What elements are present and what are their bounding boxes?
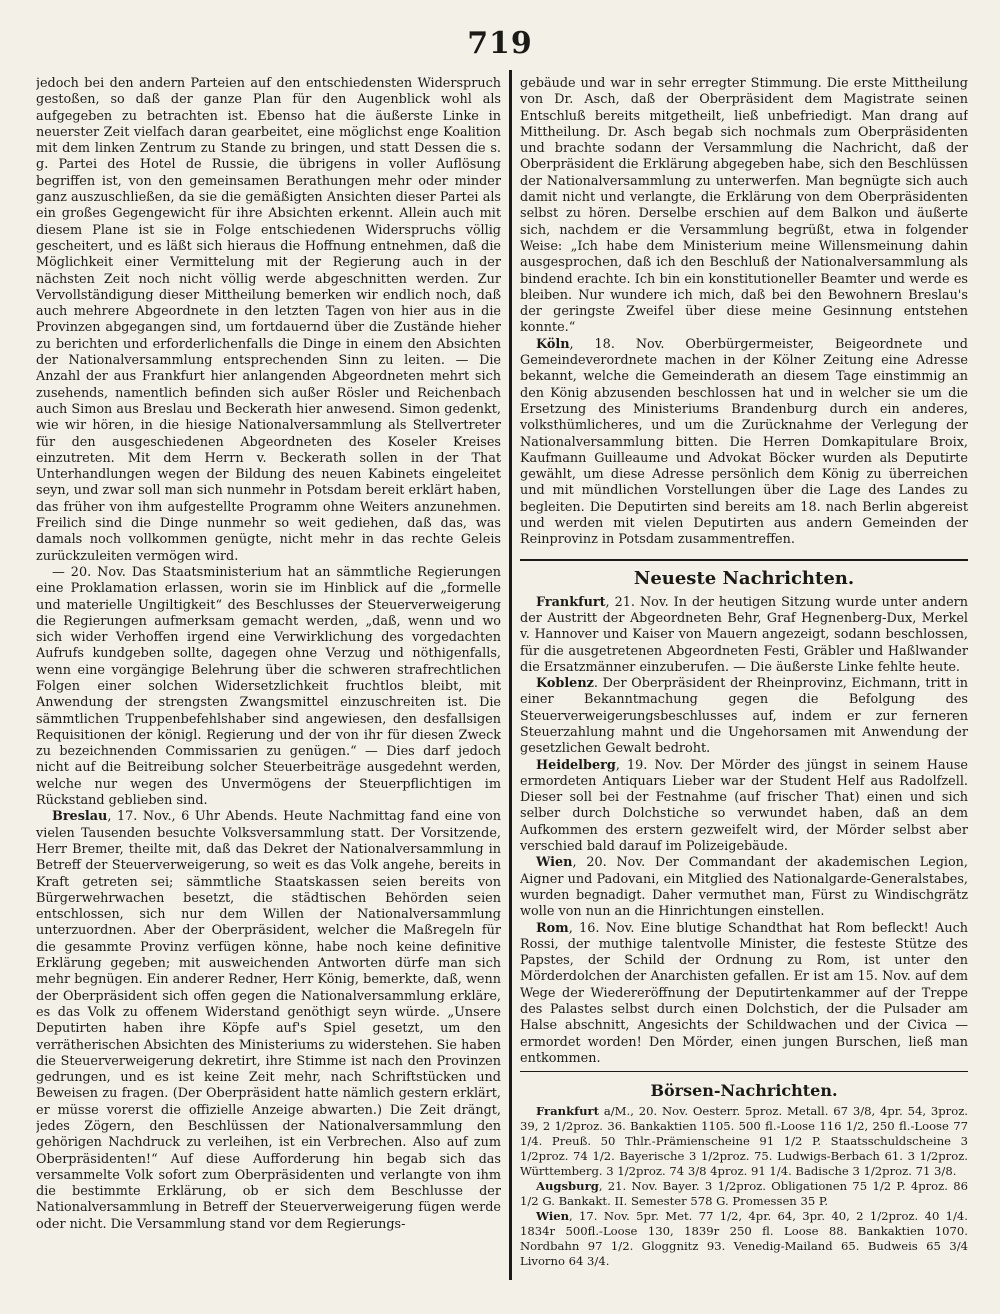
dateline-place: Rom [536,920,569,936]
latest-news-heading: Neueste Nachrichten. [633,567,855,589]
article-paragraph: — 20. Nov. Das Staatsministerium hat an sämmtliche Regierungen eine Proklamation erlassen, worin sie im Hinblick auf die „formelle und materielle Ungiltigkeit“ des Beschlusses der Steuerverweigerung die Regierungen aufmerksam gemacht werden, „daß, wenn und wo sich wider Verhoffen irgend eine Verwirklichung des vorgedachten Aufrufs kundgeben sollte, dagegen ohne Verzug und nöthigenfalls, wenn eine vorgängige Belehrung über die schweren strafrechtlichen Folgen einer solchen Widersetzlichkeit fruchtlos bleibt, mit Anwendung der strengsten Zwangsmittel einzuschreiten ist. Die sämmtlichen Truppenbefehlshaber sind angewiesen, den desfallsigen Requisitionen der königl. Regierung und der von ihr für diesen Zweck zu bezeichnenden Commissarien zu genügen.“ — Dies darf jedoch nicht auf die Beitreibung solcher Steuerbeiträge ausgedehnt werden, welche nur wegen des Unvermögens der Steuerpflichtigen im Rückstand geblieben sind. [36,564,501,809]
dateline-place: Wien [536,855,573,871]
left-column [36,76,501,1276]
news-text: , 19. Nov. Der Mörder des jüngst in seinem Hause ermordeten Antiquars Lieber war der Student Helf aus Radolfzell. Dieser soll bei der Festnahme (auf frischer That) einen und sich selber durch Dolchstiche so verwundet haben, daß an dem Aufkommen des erstern gezweifelt wird, der Mörder selbst aber verschied bald darauf im Polizeigebäude. [520,757,968,855]
news-item [520,758,968,856]
news-item [520,855,968,920]
dateline-place: Frankfurt [536,1104,599,1119]
right-column [520,76,968,1276]
market-item [520,1209,968,1269]
news-text: , 16. Nov. Eine blutige Schandthat hat Rom befleckt! Auch Rossi, der muthige talentvolle Minister, die festeste Stütze des Papstes, der Schild der Ordnung zu Rom, ist unter den Mörderdolchen der Anarchisten gefallen. Er ist am 15. Nov. auf dem Wege der Wiedereröffnung der Deputirtenkammer auf der Treppe des Palastes selbst durch einen Dolchstich, der die Pulsader am Halse abschnitt, Angesichts der Schildwachen und der Civica — ermordet worden! Den Mörder, einen jungen Burschen, ließ man entkommen. [520,920,968,1066]
dateline-place: Heidelberg [536,757,616,773]
market-text: , 17. Nov. 5pr. Met. 77 1/2, 4pr. 64, 3pr. 40, 2 1/2proz. 40 1/4. 1834r 500fl.-Loose 130, 1839r 250 fl. Loose 88. Bankaktien 1070. Nordbahn 97 1/2. Gloggnitz 93. Venedig-Mailand 65. Budweis 65 3/4 Livorno 64 3/4. [520,1209,968,1269]
news-text: , 20. Nov. Der Commandant der akademischen Legion, Aigner und Padovani, ein Mitglied des Nationalgarde-Generalstabes, wurden begnadigt. Daher vermuthet man, Fürst zu Windischgrätz wolle von nun an die Hinrichtungen einstellen. [520,855,968,920]
news-text: . Der Oberpräsident der Rheinprovinz, Eichmann, tritt in einer Bekanntmachung gegen die Befolgung des Steuerverweigerungsbeschlusses auf, indem er zur ferneren Steuerzahlung mahnt und die Ungehorsamen mit Anwendung der gesetzlichen Gewalt bedroht. [520,676,968,757]
news-text: , 21. Nov. In der heutigen Sitzung wurde unter andern der Austritt der Abgeordneten Behr, Graf Hegnenberg-Dux, Merkel v. Hannover und Kaiser von Mauern angezeigt, sodann beschlossen, für die ausgetretenen Abgeordneten Festi, Gräbler und Haßlwander die Ersatzmänner einzuberufen. — Die äußerste Linke fehlte heute. [520,594,968,675]
article-paragraph: jedoch bei den andern Parteien auf den entschiedensten Widerspruch gestoßen, so daß der ganze Plan für den Augenblick wohl als aufgegeben zu betrachten ist. Ebenso hat die äußerste Linke in neuerster Zeit vielfach daran gearbeitet, eine möglichst enge Koalition mit dem linken Zentrum zu Stande zu bringen, und statt Dessen die s. g. Partei des Hotel de Russie, die übrigens in voller Auflösung begriffen ist, von den gemeinsamen Berathungen mehr oder minder ganz auszuschließen, da sie die gemäßigten Ansichten dieser Partei als ein großes Gegengewicht für ihre Absichten erkennt. Allein auch mit diesem Plane ist sie in Folge entschiedenen Widerspruchs völlig gescheitert, und es läßt sich hieraus die Hoffnung entnehmen, daß die Möglichkeit einer Vermittelung mit der Regierung auch in der nächsten Zeit noch nicht völlig werde abgeschnitten werden. Zur Vervollständigung dieser Mittheilung bemerken wir endlich noch, daß auch mehrere Abgeordnete in den letzten Tagen von hier aus in die Provinzen abgegangen sind, um fortdauernd über die Zustände hieher zu berichten und erforderlichenfalls die Dinge in einem den Absichten der Nationalversammlung entsprechenden Sinn zu leiten. — Die Anzahl der aus Frankfurt hier anlangenden Abgeordneten mehrt sich zusehends, namentlich befinden sich außer Rösler und Reichenbach auch Simon aus Breslau und Beckerath hier anwesend. Simon gedenkt, wie wir hören, in die hiesige Nationalversammlung als Stellvertreter für den ausgeschiedenen Abgeordneten des Koseler Kreises einzutreten. Mit dem Herrn v. Beckerath sollen in der That Unterhandlungen wegen der Bildung des neuen Kabinets eingeleitet seyn, und zwar soll man sich nunmehr in Potsdam bereit erklärt haben, das früher von ihm aufgestellte Programm ohne Weiters anzunehmen. Freilich sind die Dinge nunmehr so weit gediehen, daß das, was damals noch vollkommen genügte, nicht mehr in das rechte Geleis zurückzuleiten vermögen wird. [36,76,501,564]
dateline-place: Augsburg [536,1179,599,1194]
dispatch-text: , 18. Nov. Oberbürgermeister, Beigeordnete und Gemeindeverordnete machen in der Kölner Zeitung eine Adresse bekannt, welche die Gemeinderath an diesem Tage einstimmig an den König abzusenden beschlossen hat und in welcher sie um die Ersetzung des Ministeriums Brandenburg durch ein anderes, volksthümlicheres, und um die Zurücknahme der Verlegung der Nationalversammlung bitten. Die Herren Domkapitulare Broix, Kaufmann Guilleaume und Advokat Böcker wurden als Deputirte gewählt, um diese Adresse persönlich dem König zu überreichen und mit mündlichen Vorstellungen über die Lage des Landes zu begleiten. Die Deputirten sind bereits am 18. nach Berlin abgereist und werden mit vielen Deputirten aus andern Gemeinden der Reinprovinz in Potsdam zusammentreffen. [520,336,968,548]
dispatch-koeln [520,337,968,549]
dateline-place: Wien [536,1209,570,1224]
dateline-place: Breslau [52,809,108,825]
dateline-place: Frankfurt [536,594,606,610]
page-number: 719 [467,26,533,61]
news-item [520,676,968,757]
article-paragraph: gebäude und war in sehr erregter Stimmung. Die erste Mittheilung von Dr. Asch, daß der Oberpräsident dem Magistrate seinen Entschluß bereits mitgetheilt, ließ unbefriedigt. Man drang auf Mittheilung. Dr. Asch begab sich nochmals zum Oberpräsidenten und brachte sodann der Versammlung die Nachricht, daß der Oberpräsident die Erklärung abgegeben habe, sich den Beschlüssen der Nationalversammlung zu unterwerfen. Man begnügte sich auch damit nicht und verlangte, die Erklärung von dem Oberpräsidenten selbst zu hören. Derselbe erschien auf dem Balkon und äußerte sich, nachdem er die Versammlung begrüßt, etwa in folgender Weise: „Ich habe dem Ministerium meine Willensmeinung dahin ausgesprochen, daß ich den Beschluß der Nationalversammlung als bindend erachte. Ich bin ein konstitutioneller Beamter und werde es bleiben. Nur wundere ich mich, daß bei den Bewohnern Breslau's der geringste Zweifel über diese meine Gesinnung entstehen konnte.“ [520,76,968,336]
market-text: , 21. Nov. Bayer. 3 1/2proz. Obligationen 75 1/2 P. 4proz. 86 1/2 G. Bankakt. II. Semester 578 G. Promessen 35 P. [520,1179,968,1209]
section-divider [520,1071,968,1072]
market-news-heading: Börsen-Nachrichten. [650,1081,838,1101]
market-item [520,1104,968,1179]
dateline-place: Köln [536,336,570,352]
dispatch-text: , 17. Nov., 6 Uhr Abends. Heute Nachmittag fand eine von vielen Tausenden besuchte Volksversammlung statt. Der Vorsitzende, Herr Bremer, theilte mit, daß das Dekret der Nationalversammlung in Betreff der Steuerverweigerung, so weit es das Volk angehe, bereits in Kraft getreten sei; sämmtliche Staatskassen seien bereits von Bürgerwehrwachen besetzt, die städtischen Behörden seien entschlossen, sich nur dem Willen der Nationalversammlung unterzuordnen. Aber der Oberpräsident, welcher die Maßregeln für die gesammte Provinz verfügen könne, habe noch keine definitive Erklärung gegeben; mit ausweichenden Antworten dürfe man sich mehr begnügen. Ein anderer Redner, Herr König, bemerkte, daß, wenn der Oberpräsident sich offen gegen die Nationalversammlung erkläre, es das Volk zu offenem Widerstand genöthigt seyn würde. „Unsere Deputirten haben ihre Köpfe auf's Spiel gesetzt, um den verrätherischen Absichten des Ministeriums zu widerstehen. Sie haben die Steuerverweigerung dekretirt, ihre Stimme ist nach den Provinzen gedrungen, und es ist keine Zeit mehr, nach Schriftstücken und Beweisen zu fragen. (Der Oberpräsident hatte nämlich gestern erklärt, er müsse vorerst die offizielle Anzeige abwarten.) Die Zeit drängt, jedes Zögern, den Beschlüssen der Nationalversammlung den gehörigen Nachdruck zu verleihen, ist ein Verbrechen. Also auf zum Oberpräsidenten!“ Auf diese Aufforderung hin begab sich das versammelte Volk sofort zum Oberpräsidenten und verlangte von ihm die bestimmte Erklärung, ob er sich dem Beschlusse der Nationalversammlung in Betreff der Steuerverweigerung fügen werde oder nicht. Die Versammlung stand vor dem Regierungs- [36,809,501,1232]
section-divider [520,559,968,561]
column-divider [509,70,512,1280]
market-text: a/M., 20. Nov. Oesterr. 5proz. Metall. 67 3/8, 4pr. 54, 3proz. 39, 2 1/2proz. 36. Bankaktien 1105. 500 fl.-Loose 116 1/2, 250 fl.-Loose 77 1/4. Preuß. 50 Thlr.-Prämienscheine 91 1/2 P. Staatsschuldscheine 3 1/2proz. 74 1/2. Bayerische 3 1/2proz. 75. Ludwigs-Berbach 61. 3 1/2proz. Württemberg. 3 1/2proz. 74 3/8 4proz. 91 1/4. Badische 3 1/2proz. 71 3/8. [520,1104,968,1179]
news-item [520,921,968,1068]
market-item [520,1179,968,1209]
dispatch-breslau [36,809,501,1233]
dateline-place: Koblenz [536,676,594,692]
news-item [520,595,968,676]
